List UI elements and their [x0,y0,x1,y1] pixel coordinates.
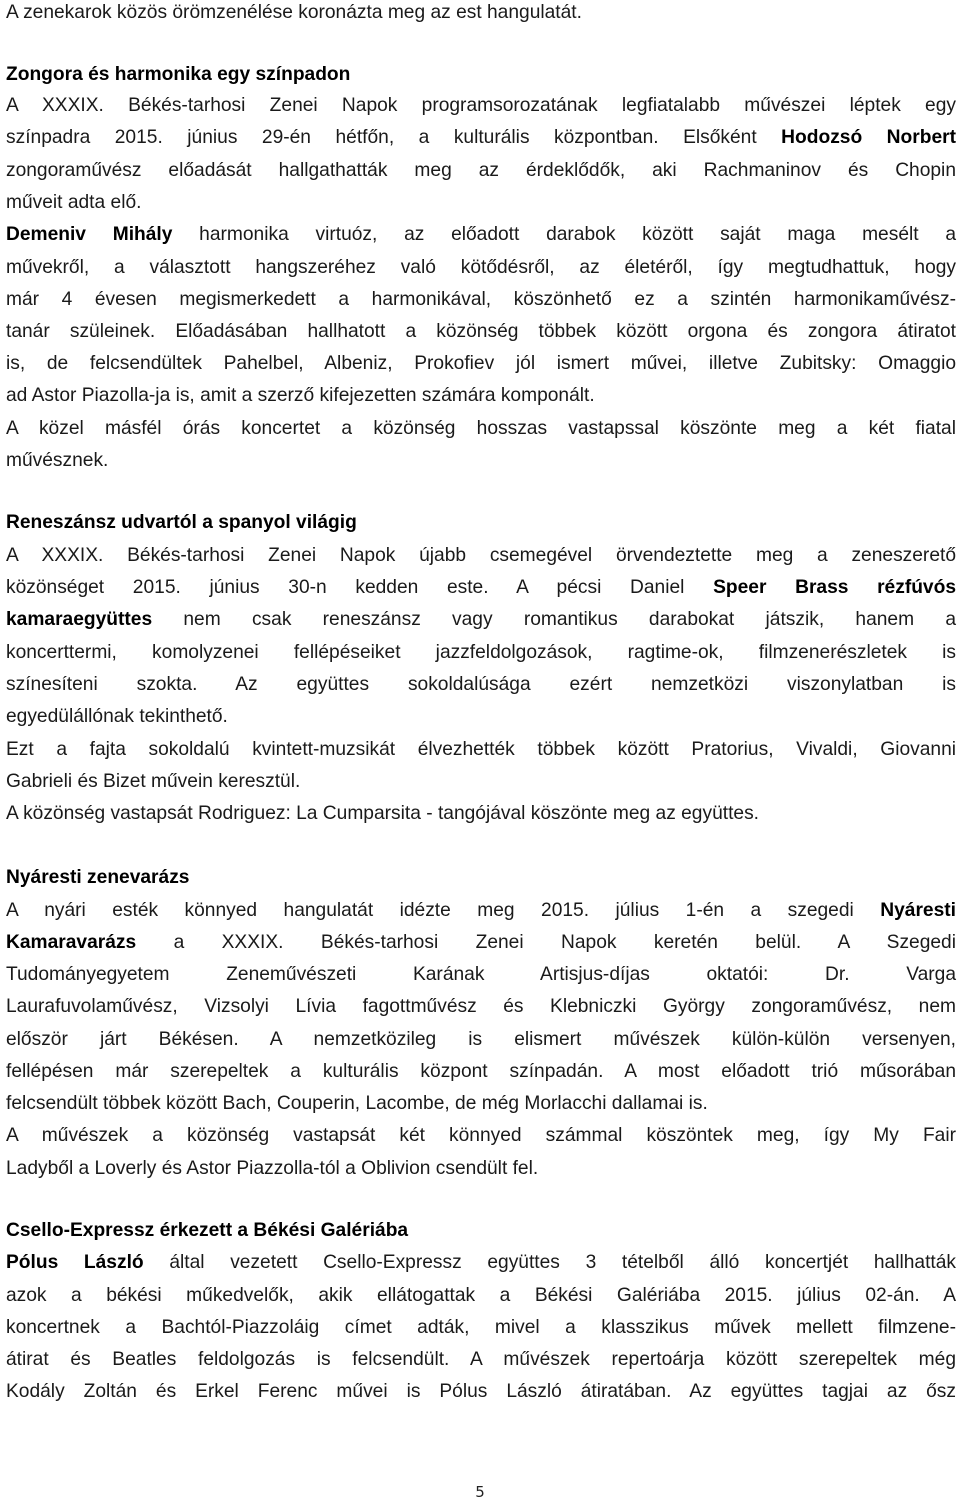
paragraph-line: Ezt a fajta sokoldalú kvintett-muzsikát élvezhették többek között Pratorius, Vivaldi, Giovanni [6,739,956,760]
ensemble-name: kamaraegyüttes [6,609,153,630]
paragraph-line: egyedülállónak tekinthető. [6,706,228,727]
paragraph-line: felcsendült többek között Bach, Couperin, Lacombe, de még Morlacchi dallamai is. [6,1093,708,1114]
text-run: a XXXIX. Békés-tarhosi Zenei Napok keretén belül. A Szegedi [173,932,956,953]
paragraph-line: is, de felcsendültek Pahelbel, Albeniz, Prokofiev jól ismert művei, illetve Zubitsky: Omaggio [6,353,956,374]
paragraph-line [6,1248,956,1278]
ensemble-name: Speer Brass rézfúvós [713,577,956,598]
paragraph-line: Laurafuvolaművész, Vizsolyi Lívia fagottművész és Klebniczki György zongoraművész, nem [6,996,956,1017]
paragraph-line: Tudományegyetem Zeneművészeti Karának Artisjus-díjas oktatói: Dr. Varga [6,964,956,985]
paragraph-line: A XXXIX. Békés-tarhosi Zenei Napok újabb csemegével örvendeztette meg a zeneszerető [6,545,956,566]
paragraph-line: koncertnek a Bachtól-Piazzoláig címet adták, mivel a klasszikus művek mellett filmzene- [6,1317,956,1338]
section-heading-nyaresti: Nyáresti zenevarázs [6,867,190,888]
paragraph-line: először járt Békésen. A nemzetközileg is elismert művészek külön-külön versenyen, [6,1029,956,1050]
paragraph-line: már 4 évesen megismerkedett a harmonikával, köszönhető ez a szintén harmonikaművész- [6,289,956,310]
paragraph-line: A közel másfél órás koncertet a közönség hosszas vastapssal köszönte meg a két fiatal [6,418,956,439]
performer-name: Hodozsó Norbert [781,127,956,148]
ensemble-name: Kamaravarázs [6,932,137,953]
section-heading-zongora: Zongora és harmonika egy színpadon [6,64,351,85]
paragraph-line: fellépésen már szerepeltek a kulturális központ színpadán. A most előadott trió műsorában [6,1061,956,1082]
text-run: által vezetett Csello-Expressz együttes 3 tételből álló koncertjét hallhatták [169,1252,957,1273]
paragraph-line: A XXXIX. Békés-tarhosi Zenei Napok programsorozatának legfiatalabb művészei léptek egy [6,95,956,116]
paragraph-line [6,123,956,153]
paragraph-line: művésznek. [6,450,109,471]
ensemble-name: Nyáresti [880,900,956,921]
performer-name: Pólus László [6,1252,144,1273]
paragraph-line: művekről, a választott hangszeréhez való kötődésről, az életéről, így megtudhattuk, hogy [6,257,956,278]
text-run: színpadra 2015. június 29-én hétfőn, a kulturális központban. Elsőként [6,127,757,148]
paragraph-line: A közönség vastapsát Rodriguez: La Cumparsita - tangójával köszönte meg az együttes. [6,803,759,824]
text-run: harmonika virtuóz, az előadott darabok között saját maga mesélt a [199,224,956,245]
paragraph-line: tanár szüleinek. Előadásában hallhatott a közönség többek között orgona és zongora átiratot [6,321,956,342]
paragraph-line: Gabrieli és Bizet művein keresztül. [6,771,301,792]
text-run: közönséget 2015. június 30-n kedden este. A pécsi Daniel [6,577,685,598]
intro-paragraph: A zenekarok közös örömzenélése koronázta meg az est hangulatát. [6,2,582,23]
text-run: A nyári esték könnyed hangulatát idézte meg 2015. július 1-én a szegedi [6,900,854,921]
paragraph-line [6,928,956,958]
section-heading-csello: Csello-Expressz érkezett a Békési Galériába [6,1220,409,1241]
paragraph-line: ad Astor Piazolla-ja is, amit a szerző kifejezetten számára komponált. [6,385,595,406]
text-run: nem csak reneszánsz vagy romantikus darabokat játszik, hanem a [183,609,956,630]
paragraph-line [6,573,956,603]
paragraph-line: Ladyből a Loverly és Astor Piazzolla-tól a Oblivion csendült fel. [6,1158,539,1179]
paragraph-line [6,605,956,635]
paragraph-line: koncerttermi, komolyzenei fellépéseiket jazzfeldolgozások, ragtime-ok, filmzenerészletek is [6,642,956,663]
page-number: 5 [475,1483,485,1501]
section-heading-reneszansz: Reneszánsz udvartól a spanyol világig [6,512,357,533]
paragraph-line [6,220,956,250]
paragraph-line: Kodály Zoltán és Erkel Ferenc művei is Pólus László átiratában. Az együttes tagjai az ősz [6,1381,956,1402]
paragraph-line: átirat és Beatles feldolgozás is felcsendült. A művészek repertoárja között szerepeltek még [6,1349,956,1370]
performer-name: Demeniv Mihály [6,224,173,245]
paragraph-line: színesíteni szokta. Az együttes sokoldalúsága ezért nemzetközi viszonylatban is [6,674,956,695]
paragraph-line: azok a békési műkedvelők, akik ellátogattak a Békési Galériába 2015. július 02-án. A [6,1285,956,1306]
paragraph-line [6,896,956,926]
paragraph-line: A művészek a közönség vastapsát két könnyed számmal köszöntek meg, így My Fair [6,1125,956,1146]
paragraph-line: műveit adta elő. [6,192,142,213]
paragraph-line: zongoraművész előadását hallgathatták meg az érdeklődők, aki Rachmaninov és Chopin [6,160,956,181]
